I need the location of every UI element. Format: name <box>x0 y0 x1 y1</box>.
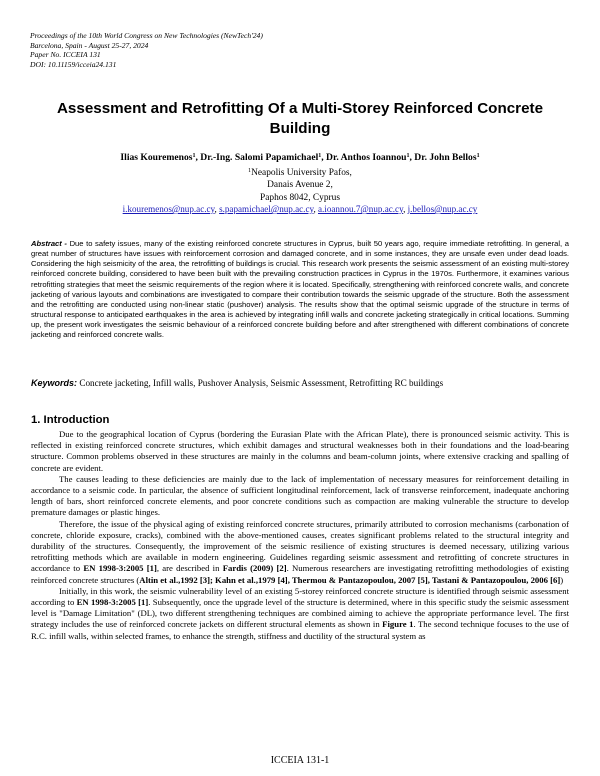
paragraph: Therefore, the issue of the physical aging of existing reinforced concrete structures, primarily attributed to corrosion mechanisms (carbonation of concrete, chloride exposure, cracks), combined with the above-mentioned causes, creates significant problems related to the structural integrity and durability of the structures. Consequently, the improvement of the seismic resilience of existing structures is deemed necessary, utilizing various retrofitting methods which are available in modern engineering. Guidelines regarding seismic assessment and retrofitting of concrete structures in accordance to EN 1998-3:2005 [1], are described in Fardis (2009) [2]. Numerous researchers are investigating retrofitting methodologies of existing reinforced concrete structures (Altin et al.,1992 [3]; Kahn et al.,1979 [4], Thermou & Pantazopoulou, 2007 [5], Tastani & Pantazopoulou, 2006 [6]) <box>31 518 570 585</box>
paragraph: Due to the geographical location of Cyprus (bordering the Eurasian Plate with the African Plate), there is pronounced seismic activity. This is reflected in existing reinforced concrete structures, which exhibit damages and structural weaknesses both in their foundations and the load-bearing structure. Common problems observed in these structures are mainly in the columns and beam-column joints, where extensive cracking and spalling of concrete are evident. <box>31 429 569 473</box>
affiliation-institution: $^1$Neapolis University Pafos, <box>248 168 352 178</box>
affiliation-street: Danais Avenue 2, <box>267 180 333 191</box>
author: Ilias Kouremenos$^1$, <box>120 152 201 163</box>
header-paper-number: Paper No. ICCEIA 131 <box>30 50 101 60</box>
introduction-body <box>31 429 569 642</box>
email-list: i.kouremenos@nup.ac.cy, s.papamichael@nup.ac.cy, a.ioannou.7@nup.ac.cy, j.bellos@nup.ac.cy <box>122 204 478 214</box>
affiliation <box>100 165 500 204</box>
proceedings-header <box>30 31 430 69</box>
keywords <box>31 377 569 389</box>
header-conference: Proceedings of the 10th World Congress on New Technologies (NewTech'24) <box>30 31 263 40</box>
email-link[interactable]: a.ioannou.7@nup.ac.cy <box>318 204 404 214</box>
paragraph: The causes leading to these deficiencies are mainly due to the lack of implementation of necessary measures for reinforcement detailing in accordance to a seismic code. In particular, the absence of sufficient longitudinal reinforcement, lack of transverse reinforcement, inadequate anchoring length of bars, short reinforced concrete elements, and poor concrete conditions such as compaction are making vulnerable the structure to develop premature damages or plastic hinges. <box>31 473 569 518</box>
author: Dr. Anthos Ioannou$^1$, <box>326 152 415 163</box>
keywords-label: Keywords: <box>31 378 78 388</box>
section-heading-introduction: 1. Introduction <box>31 414 110 426</box>
author: Dr. John Bellos$^1$ <box>414 152 480 163</box>
header-doi: DOI: 10.11159/icceia24.131 <box>30 59 117 69</box>
author: Dr.-Ing. Salomi Papamichael$^1$, <box>200 152 327 163</box>
email-link[interactable]: s.papamichael@nup.ac.cy <box>219 204 314 214</box>
abstract-text: Due to safety issues, many of the existing reinforced concrete structures in Cyprus, built 50 years ago, require immediate retrofitting. In general, a great number of structures have issues with reinforcement corrosion and damaged concrete, and in some instances, they are unsafe even under dead loads. Considering the high seismicity of the area, the retrofitting of buildings is crucial. This research work presents the seismic assessment of an existing multi-storey reinforced concrete building, considered to have been built with the prevailing construction practices in Cyprus in the 1970s. Furthermore, it examines various retrofitting strategies that meet the seismic requirements of the region where it is located. Specifically, strengthening with reinforced concrete walls, and concrete jacketing of various layouts and combinations are investigated to compare their contribution towards the seismic upgrade of the structure. Both the assessment and the retrofitting are conducted using non-linear static (pushover) analysis. The results show that the optimal seismic upgrade of the structure in terms of structural response to anticipated earthquakes in the area is achieved by integrating infill walls and concrete jacketing strategically in critical locations. Summing up, the present work investigates the seismic behaviour of a reinforced concrete building before and after strengthened with different combinations of concrete jacketing and reinforced concrete walls. <box>31 239 570 340</box>
page-footer: ICCEIA 131-1 <box>270 755 330 766</box>
paragraph: Initially, in this work, the seismic vulnerability level of an existing 5-storey reinforced concrete structure is identified through seismic assessment according to EN 1998-3:2005 [1]. Subsequently, once the upgrade level of the structure is determined, where in this specific study the seismic assessment level is "Damage Limitation" (DL), two different strengthening techniques are combined aiming to achieve the appropriate performance level. The first strategy includes the use of reinforced concrete jackets on different structural elements as shown in Figure 1. The second technique focuses to the use of R.C. infill walls, within selected frames, to enhance the strength, stiffness and ductility of the structural system as <box>31 585 570 641</box>
paper-title: Assessment and Retrofitting Of a Multi-Storey Reinforced Concrete Building <box>56 100 544 137</box>
author-list <box>20 150 580 164</box>
header-location: Barcelona, Spain - August 25-27, 2024 <box>30 40 149 50</box>
keywords-text: Concrete jacketing, Infill walls, Pushover Analysis, Seismic Assessment, Retrofitting RC buildings <box>77 378 444 388</box>
abstract-label: Abstract - <box>31 239 67 248</box>
affiliation-city: Paphos 8042, Cyprus <box>260 192 340 203</box>
abstract <box>31 239 569 341</box>
email-link[interactable]: i.kouremenos@nup.ac.cy <box>122 204 215 214</box>
email-link[interactable]: j.bellos@nup.ac.cy <box>407 204 478 214</box>
